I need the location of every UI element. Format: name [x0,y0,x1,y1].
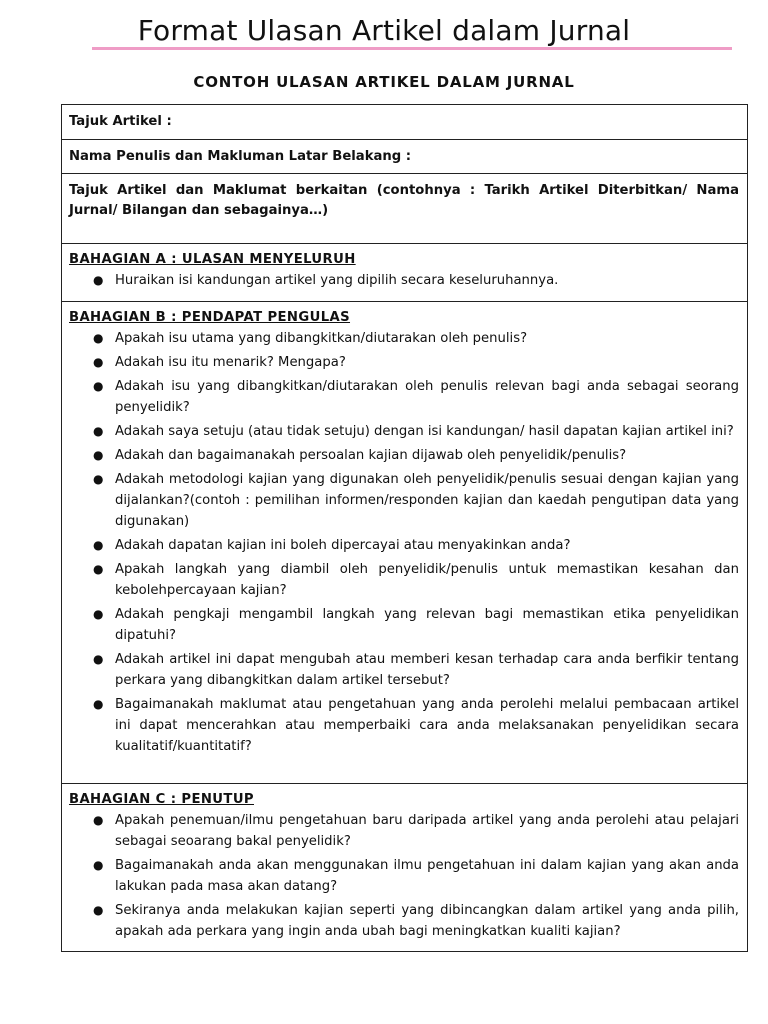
bullet-icon: ● [93,355,104,369]
list-item: ● Sekiranya anda melakukan kajian seperti yang dibincangkan dalam artikel yang anda pilih, apakah ada perkara yang ingin anda ubah bagi meningkatkan kualiti kajian? [69,900,739,942]
row-tajuk-artikel [62,105,747,140]
section-b [62,302,747,784]
document-subtitle: CONTOH ULASAN ARTIKEL DALAM JURNAL [193,73,575,91]
list-item: ● Adakah isu yang dibangkitkan/diutarakan oleh penulis relevan bagi anda sebagai seorang penyelidik? [69,376,739,418]
section-c-list [69,810,739,942]
list-item: ● Adakah pengkaji mengambil langkah yang relevan bagi memastikan etika penyelidikan dipatuhi? [69,604,739,646]
list-item: ● Adakah metodologi kajian yang digunakan oleh penyelidik/penulis sesuai dengan kajian yang dijalankan?(contoh : pemilihan informen/responden kajian dan kaedah pengutipan data yang digunakan) [69,469,739,532]
list-item: ● Apakah langkah yang diambil oleh penyelidik/penulis untuk memastikan kesahan dan kebolehpercayaan kajian? [69,559,739,601]
bullet-icon: ● [93,607,104,621]
nama-penulis-label: Nama Penulis dan Makluman Latar Belakang : [69,149,412,164]
list-item: ● Adakah dapatan kajian ini boleh dipercayai atau menyakinkan anda? [69,535,739,556]
bullet-icon: ● [93,858,104,872]
row-nama-penulis [62,140,747,174]
bullet-icon: ● [93,379,104,393]
section-b-heading: BAHAGIAN B : PENDAPAT PENGULAS [69,310,351,325]
list-item: ● Adakah saya setuju (atau tidak setuju) dengan isi kandungan/ hasil dapatan kajian artikel ini? [69,421,739,442]
list-item: ● Adakah dan bagaimanakah persoalan kajian dijawab oleh penyelidik/penulis? [69,445,739,466]
page-title: Format Ulasan Artikel dalam Jurnal [137,14,631,47]
section-c-heading: BAHAGIAN C : PENUTUP [69,792,254,807]
review-form-table [61,104,748,952]
bullet-icon: ● [93,652,104,666]
list-item: ● Huraikan isi kandungan artikel yang dipilih secara keseluruhannya. [69,270,739,291]
section-a [62,244,747,302]
bullet-icon: ● [93,424,104,438]
bullet-icon: ● [93,813,104,827]
maklumat-artikel-label: Tajuk Artikel dan Maklumat berkaitan (contohnya : Tarikh Artikel Diterbitkan/ Nama Jurnal/ Bilangan dan sebagainya…) [69,183,739,218]
bullet-icon: ● [93,538,104,552]
tajuk-artikel-label: Tajuk Artikel : [69,114,172,129]
bullet-icon: ● [93,903,104,917]
bullet-icon: ● [93,331,104,345]
list-item: ● Bagaimanakah anda akan menggunakan ilmu pengetahuan ini dalam kajian yang akan anda lakukan pada masa akan datang? [69,855,739,897]
bullet-icon: ● [93,562,104,576]
bullet-icon: ● [93,448,104,462]
section-b-list [69,328,739,757]
bullet-icon: ● [93,472,104,486]
section-a-heading: BAHAGIAN A : ULASAN MENYELURUH [69,252,356,267]
list-item: ● Apakah isu utama yang dibangkitkan/diutarakan oleh penulis? [69,328,739,349]
title-underline-divider [92,47,732,50]
bullet-icon: ● [93,273,104,287]
list-item: ● Adakah artikel ini dapat mengubah atau memberi kesan terhadap cara anda berfikir tentang perkara yang dibangkitkan dalam artikel tersebut? [69,649,739,691]
bullet-icon: ● [93,697,104,711]
list-item: ● Adakah isu itu menarik? Mengapa? [69,352,739,373]
section-a-list [69,270,739,291]
list-item: ● Bagaimanakah maklumat atau pengetahuan yang anda perolehi melalui pembacaan artikel ini dapat mencerahkan atau memperbaiki cara anda melaksanakan penyelidikan secara kualitatif/kuantitatif? [69,694,739,757]
section-c [62,784,747,951]
row-maklumat-artikel [62,174,747,244]
list-item: ● Apakah penemuan/ilmu pengetahuan baru daripada artikel yang anda perolehi atau pelajari sebagai seoarang bakal penyelidik? [69,810,739,852]
